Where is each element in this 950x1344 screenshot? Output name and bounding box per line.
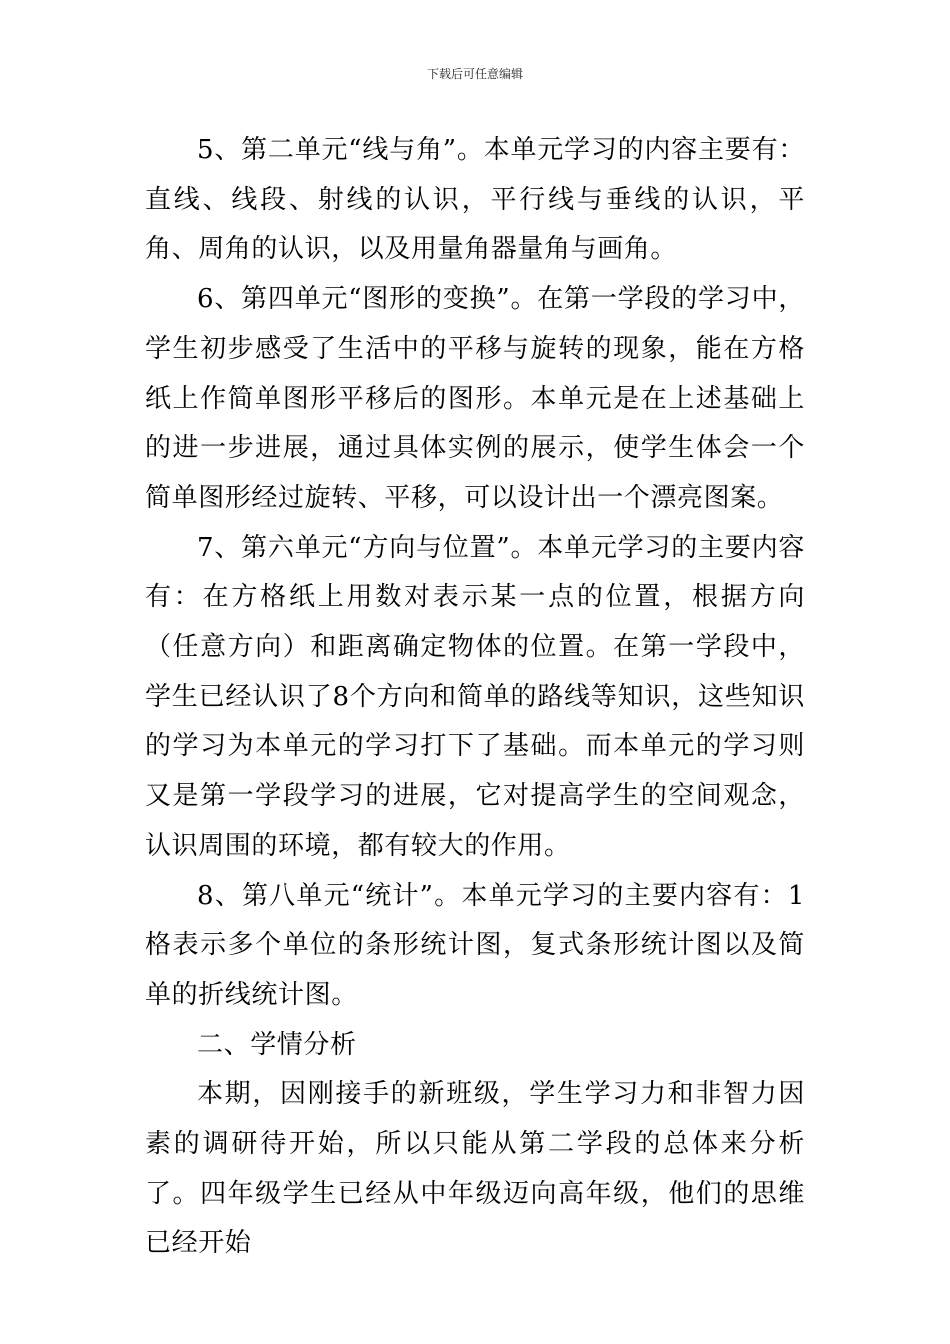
document-body xyxy=(145,126,805,1269)
paragraph-student-analysis: 本期，因刚接手的新班级，学生学习力和非智力因素的调研待开始，所以只能从第二学段的总体来分析了。四年级学生已经从中年级迈向高年级，他们的思维已经开始 xyxy=(145,1079,805,1259)
paragraph-unit-8: 8、第八单元“统计”。本单元学习的主要内容有：1格表示多个单位的条形统计图，复式条形统计图以及简单的折线统计图。 xyxy=(145,880,805,1010)
paragraph-unit-6: 7、第六单元“方向与位置”。本单元学习的主要内容有：在方格纸上用数对表示某一点的位置，根据方向（任意方向）和距离确定物体的位置。在第一学段中，学生已经认识了8个方向和简单的路线等知识，这些知识的学习为本单元的学习打下了基础。而本单元的学习则又是第一学段学习的进展，它对提高学生的空间观念，认识周围的环境，都有较大的作用。 xyxy=(145,532,805,861)
section-heading-student-analysis: 二、学情分析 xyxy=(197,1029,357,1060)
paragraph-unit-4: 6、第四单元“图形的变换”。在第一学段的学习中，学生初步感受了生活中的平移与旋转的现象，能在方格纸上作简单图形平移后的图形。本单元是在上述基础上的进一步进展，通过具体实例的展示，使学生体会一个简单图形经过旋转、平移，可以设计出一个漂亮图案。 xyxy=(145,284,805,513)
page-header: 下载后可任意编辑 xyxy=(426,67,523,81)
paragraph-unit-2: 5、第二单元“线与角”。本单元学习的内容主要有：直线、线段、射线的认识，平行线与垂线的认识，平角、周角的认识，以及用量角器量角与画角。 xyxy=(145,135,805,265)
